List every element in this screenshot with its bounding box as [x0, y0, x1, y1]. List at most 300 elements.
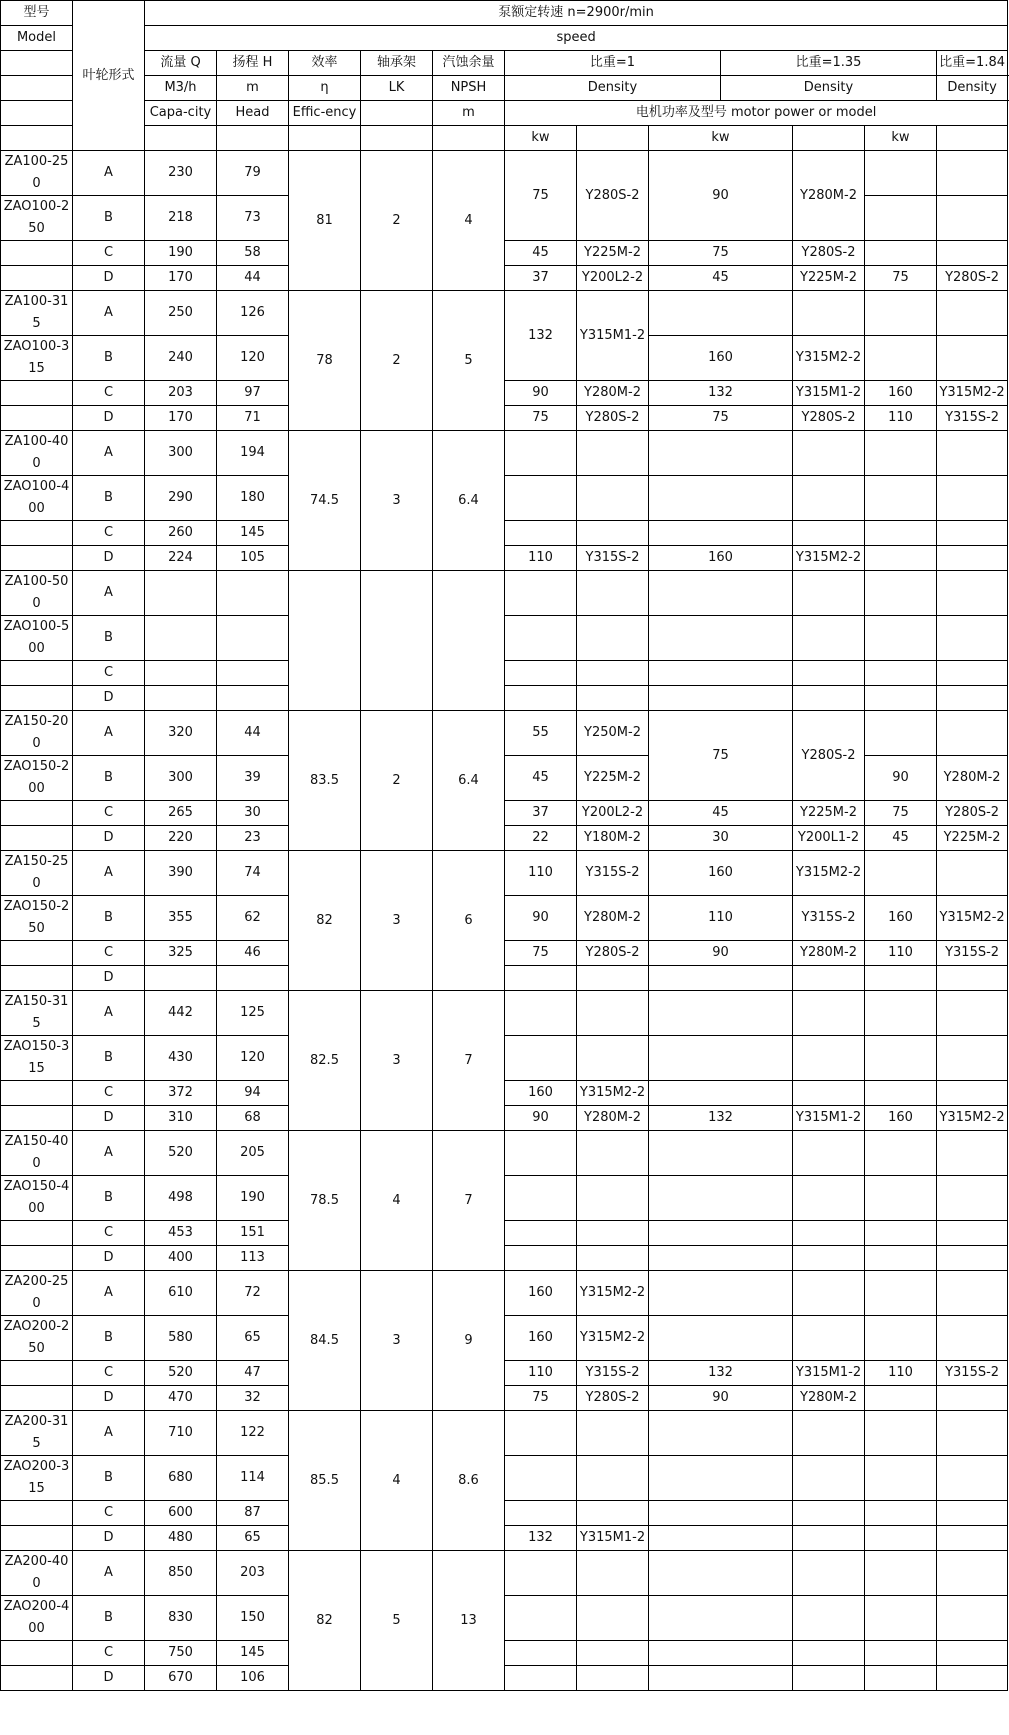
table-row: [1, 266, 1008, 291]
impeller-type: C: [73, 381, 145, 406]
header-efficiency-en: Effic-ency: [289, 101, 361, 126]
motor-kw: [505, 1456, 577, 1501]
efficiency-value: 83.5: [289, 711, 361, 851]
motor-model: Y280M-2: [937, 756, 1008, 801]
npsh-value: 6.4: [433, 711, 505, 851]
model-cell-empty: [1, 1501, 73, 1526]
table-row: [1, 546, 1008, 571]
motor-model: [577, 431, 649, 476]
motor-kw: 90: [865, 756, 937, 801]
motor-kw: 132: [505, 291, 577, 381]
motor-kw: 90: [649, 151, 793, 241]
motor-kw: [649, 1131, 793, 1176]
table-row: [1, 991, 1008, 1036]
model-cell-empty: [1, 1081, 73, 1106]
motor-model: [793, 1081, 865, 1106]
flow-value: 498: [145, 1176, 217, 1221]
motor-kw: [505, 1596, 577, 1641]
impeller-type: B: [73, 616, 145, 661]
motor-model: [793, 1526, 865, 1551]
table-row: [1, 1361, 1008, 1386]
motor-kw: [505, 1411, 577, 1456]
motor-kw: 37: [505, 801, 577, 826]
impeller-type: D: [73, 546, 145, 571]
model-name: ZA150-400: [1, 1131, 73, 1176]
impeller-type: D: [73, 966, 145, 991]
flow-value: 230: [145, 151, 217, 196]
table-row: [1, 1526, 1008, 1551]
head-value: [217, 616, 289, 661]
efficiency-value: 82: [289, 1551, 361, 1691]
flow-value: 190: [145, 241, 217, 266]
motor-model: [793, 991, 865, 1036]
motor-model: [793, 521, 865, 546]
impeller-type: D: [73, 1106, 145, 1131]
head-value: 105: [217, 546, 289, 571]
model-name-alt: ZAO100-500: [1, 616, 73, 661]
motor-kw: [649, 1596, 793, 1641]
motor-kw: [649, 431, 793, 476]
flow-value: 260: [145, 521, 217, 546]
motor-kw: [649, 1221, 793, 1246]
impeller-type: D: [73, 686, 145, 711]
motor-model: [793, 476, 865, 521]
motor-model: [793, 1221, 865, 1246]
impeller-type: B: [73, 756, 145, 801]
efficiency-value: 82.5: [289, 991, 361, 1131]
table-row: [1, 1316, 1008, 1361]
head-value: 120: [217, 1036, 289, 1081]
head-value: 87: [217, 1501, 289, 1526]
motor-kw: [865, 431, 937, 476]
head-value: 73: [217, 196, 289, 241]
motor-model: Y225M-2: [577, 241, 649, 266]
head-value: 151: [217, 1221, 289, 1246]
motor-model: [937, 1131, 1008, 1176]
model-cell-empty: [1, 966, 73, 991]
motor-model: Y280S-2: [577, 1386, 649, 1411]
motor-model: [937, 196, 1008, 241]
model-cell-empty: [1, 546, 73, 571]
table-row: [1, 476, 1008, 521]
table-row: [1, 431, 1008, 476]
flow-value: 830: [145, 1596, 217, 1641]
flow-value: 170: [145, 406, 217, 431]
motor-model: [577, 661, 649, 686]
motor-kw: 75: [505, 941, 577, 966]
impeller-type: B: [73, 336, 145, 381]
motor-model: [937, 1411, 1008, 1456]
motor-kw: 110: [505, 1361, 577, 1386]
header-sg-1: 比重=1: [505, 51, 721, 76]
motor-model: [937, 1526, 1008, 1551]
table-row: [1, 1106, 1008, 1131]
head-value: 39: [217, 756, 289, 801]
motor-model: Y315S-2: [577, 1361, 649, 1386]
motor-kw: [865, 1456, 937, 1501]
motor-model: Y315S-2: [937, 1361, 1008, 1386]
efficiency-value: 78: [289, 291, 361, 431]
table-row: [1, 1271, 1008, 1316]
impeller-type: D: [73, 1246, 145, 1271]
motor-model: [577, 991, 649, 1036]
motor-kw: [649, 1411, 793, 1456]
motor-model: Y280S-2: [793, 711, 865, 801]
motor-model: [577, 616, 649, 661]
head-value: 114: [217, 1456, 289, 1501]
motor-model: Y280M-2: [793, 941, 865, 966]
flow-value: 442: [145, 991, 217, 1036]
motor-model: Y280M-2: [577, 896, 649, 941]
motor-model: [937, 151, 1008, 196]
motor-model: Y200L1-2: [793, 826, 865, 851]
motor-kw: [649, 616, 793, 661]
flow-value: [145, 616, 217, 661]
table-row: [1, 1036, 1008, 1081]
model-name: ZA150-315: [1, 991, 73, 1036]
motor-model: [937, 1036, 1008, 1081]
motor-model: [937, 1551, 1008, 1596]
head-value: [217, 686, 289, 711]
motor-model: [793, 616, 865, 661]
motor-model: [937, 1666, 1008, 1691]
efficiency-value: [289, 571, 361, 711]
impeller-type: D: [73, 826, 145, 851]
motor-kw: [865, 1316, 937, 1361]
impeller-type: A: [73, 711, 145, 756]
motor-kw: [865, 1551, 937, 1596]
motor-model: Y315S-2: [577, 546, 649, 571]
motor-kw: [649, 1456, 793, 1501]
model-cell-empty: [1, 521, 73, 546]
bearing-value: [361, 571, 433, 711]
model-name: ZA200-400: [1, 1551, 73, 1596]
motor-model: Y315M2-2: [937, 1106, 1008, 1131]
motor-model: [937, 851, 1008, 896]
header-npsh-en: NPSH: [433, 76, 505, 101]
header-head: 扬程 H: [217, 51, 289, 76]
impeller-type: B: [73, 1316, 145, 1361]
head-value: 71: [217, 406, 289, 431]
motor-model: Y280M-2: [793, 1386, 865, 1411]
motor-kw: 75: [649, 241, 793, 266]
impeller-type: B: [73, 196, 145, 241]
motor-kw: [865, 686, 937, 711]
flow-value: 290: [145, 476, 217, 521]
motor-kw: [505, 1221, 577, 1246]
motor-kw: [865, 711, 937, 756]
table-row: [1, 1411, 1008, 1456]
impeller-type: B: [73, 1456, 145, 1501]
motor-kw: [865, 1246, 937, 1271]
npsh-value: 8.6: [433, 1411, 505, 1551]
motor-model: [937, 476, 1008, 521]
motor-kw: [505, 521, 577, 546]
motor-model: [577, 1641, 649, 1666]
motor-kw: 45: [505, 241, 577, 266]
motor-model: Y280S-2: [577, 406, 649, 431]
motor-model: [793, 291, 865, 336]
head-value: 97: [217, 381, 289, 406]
impeller-type: B: [73, 1596, 145, 1641]
motor-model: Y315M2-2: [577, 1271, 649, 1316]
motor-model: Y280M-2: [793, 151, 865, 241]
motor-model: [793, 1176, 865, 1221]
motor-kw: [505, 661, 577, 686]
motor-kw: 75: [505, 406, 577, 431]
motor-kw: [505, 1666, 577, 1691]
motor-kw: 75: [865, 801, 937, 826]
motor-kw: [865, 571, 937, 616]
motor-kw: [505, 431, 577, 476]
model-cell-empty: [1, 381, 73, 406]
motor-model: Y315S-2: [937, 941, 1008, 966]
motor-model: Y315M2-2: [937, 381, 1008, 406]
head-value: 68: [217, 1106, 289, 1131]
motor-model: Y180M-2: [577, 826, 649, 851]
motor-model: [937, 1501, 1008, 1526]
header-density: Density: [721, 76, 937, 101]
motor-kw: 75: [649, 711, 793, 801]
motor-model: Y200L2-2: [577, 801, 649, 826]
motor-kw: [505, 1246, 577, 1271]
header-bearing-en: LK: [361, 76, 433, 101]
motor-kw: [865, 1386, 937, 1411]
bearing-value: 2: [361, 711, 433, 851]
model-cell-empty: [1, 1386, 73, 1411]
motor-kw: [865, 661, 937, 686]
motor-kw: [649, 1081, 793, 1106]
motor-kw: [865, 476, 937, 521]
impeller-type: A: [73, 1551, 145, 1596]
motor-kw: 160: [865, 1106, 937, 1131]
flow-value: 300: [145, 756, 217, 801]
bearing-value: 3: [361, 1271, 433, 1411]
motor-kw: 45: [649, 801, 793, 826]
table-row: [1, 151, 1008, 196]
motor-kw: [505, 686, 577, 711]
motor-kw: 132: [505, 1526, 577, 1551]
motor-model: [577, 1666, 649, 1691]
motor-model: [937, 571, 1008, 616]
motor-model: Y315M2-2: [793, 336, 865, 381]
head-value: 65: [217, 1526, 289, 1551]
motor-kw: [505, 1176, 577, 1221]
flow-value: 453: [145, 1221, 217, 1246]
impeller-type: C: [73, 1221, 145, 1246]
motor-model: [793, 571, 865, 616]
motor-kw: [649, 966, 793, 991]
motor-kw: [505, 1641, 577, 1666]
head-value: 106: [217, 1666, 289, 1691]
motor-kw: 75: [865, 266, 937, 291]
motor-kw: 160: [865, 381, 937, 406]
impeller-type: B: [73, 1176, 145, 1221]
motor-model: [937, 1456, 1008, 1501]
motor-kw: 110: [865, 406, 937, 431]
motor-model: [793, 1641, 865, 1666]
motor-model: [937, 1316, 1008, 1361]
model-name: ZA100-400: [1, 431, 73, 476]
motor-model: [577, 686, 649, 711]
motor-kw: 132: [649, 1106, 793, 1131]
flow-value: 203: [145, 381, 217, 406]
table-row: [1, 1131, 1008, 1176]
header-speed-en: speed: [145, 26, 1008, 51]
motor-kw: [649, 1246, 793, 1271]
impeller-type: C: [73, 1641, 145, 1666]
head-value: 30: [217, 801, 289, 826]
motor-kw: 160: [649, 546, 793, 571]
header-row-3: [1, 51, 1008, 76]
impeller-type: D: [73, 266, 145, 291]
flow-value: 170: [145, 266, 217, 291]
table-row: [1, 1176, 1008, 1221]
motor-kw: [865, 1036, 937, 1081]
head-value: 145: [217, 1641, 289, 1666]
motor-kw: [505, 991, 577, 1036]
motor-model: Y225M-2: [577, 756, 649, 801]
impeller-type: A: [73, 991, 145, 1036]
header-sg-1-35: 比重=1.35: [721, 51, 937, 76]
head-value: 126: [217, 291, 289, 336]
motor-kw: [865, 1176, 937, 1221]
flow-value: 390: [145, 851, 217, 896]
motor-model: [937, 711, 1008, 756]
impeller-type: C: [73, 941, 145, 966]
motor-kw: [865, 546, 937, 571]
impeller-type: A: [73, 851, 145, 896]
table-row: [1, 966, 1008, 991]
table-row: [1, 826, 1008, 851]
table-row: [1, 1551, 1008, 1596]
motor-kw: 30: [649, 826, 793, 851]
motor-kw: [649, 1501, 793, 1526]
model-cell-empty: [1, 661, 73, 686]
flow-value: 710: [145, 1411, 217, 1456]
motor-model: [937, 1221, 1008, 1246]
header-density: Density: [505, 76, 721, 101]
motor-kw: [505, 616, 577, 661]
impeller-type: C: [73, 1081, 145, 1106]
motor-kw: [865, 1596, 937, 1641]
motor-kw: [505, 1501, 577, 1526]
impeller-type: A: [73, 431, 145, 476]
motor-kw: [649, 686, 793, 711]
head-value: 65: [217, 1316, 289, 1361]
head-value: [217, 966, 289, 991]
motor-kw: [649, 521, 793, 546]
motor-kw: [649, 991, 793, 1036]
motor-model: [577, 1411, 649, 1456]
bearing-value: 3: [361, 991, 433, 1131]
motor-model: [937, 616, 1008, 661]
header-efficiency: 效率: [289, 51, 361, 76]
motor-kw: 132: [649, 1361, 793, 1386]
impeller-type: C: [73, 1361, 145, 1386]
motor-model: [577, 1596, 649, 1641]
model-cell-empty: [1, 1106, 73, 1131]
head-value: 44: [217, 266, 289, 291]
flow-value: 470: [145, 1386, 217, 1411]
motor-model: Y280S-2: [937, 266, 1008, 291]
model-name: ZA100-500: [1, 571, 73, 616]
motor-model: [577, 966, 649, 991]
motor-model: [793, 1246, 865, 1271]
table-row: [1, 1081, 1008, 1106]
header-capacity: Capa-city: [145, 101, 217, 126]
header-flow-unit: M3/h: [145, 76, 217, 101]
flow-value: 480: [145, 1526, 217, 1551]
model-name-alt: ZAO200-250: [1, 1316, 73, 1361]
head-value: 120: [217, 336, 289, 381]
motor-kw: [649, 661, 793, 686]
motor-kw: [649, 1666, 793, 1691]
header-motor: 电机功率及型号 motor power or model: [505, 101, 1008, 126]
impeller-type: A: [73, 291, 145, 336]
model-cell-empty: [1, 826, 73, 851]
impeller-type: A: [73, 571, 145, 616]
model-name: ZA150-200: [1, 711, 73, 756]
model-name-alt: ZAO150-250: [1, 896, 73, 941]
head-value: 44: [217, 711, 289, 756]
motor-kw: [865, 616, 937, 661]
motor-model: Y315M1-2: [577, 1526, 649, 1551]
motor-kw: [649, 1641, 793, 1666]
motor-model: [577, 1246, 649, 1271]
head-value: 205: [217, 1131, 289, 1176]
motor-model: Y280M-2: [577, 1106, 649, 1131]
model-cell-empty: [1, 1246, 73, 1271]
motor-model: [577, 1456, 649, 1501]
motor-kw: [649, 1271, 793, 1316]
motor-kw: [649, 1316, 793, 1361]
motor-kw: [505, 1551, 577, 1596]
table-row: [1, 406, 1008, 431]
motor-kw: [505, 1036, 577, 1081]
motor-model: [577, 571, 649, 616]
model-cell-empty: [1, 941, 73, 966]
motor-kw: [649, 291, 793, 336]
header-density: Density: [937, 76, 1008, 101]
motor-kw: [865, 1641, 937, 1666]
table-row: [1, 1501, 1008, 1526]
motor-model: Y280S-2: [577, 151, 649, 241]
efficiency-value: 81: [289, 151, 361, 291]
motor-kw: 90: [649, 941, 793, 966]
motor-model: [577, 1036, 649, 1081]
flow-value: [145, 571, 217, 616]
motor-model: [793, 1411, 865, 1456]
bearing-value: 4: [361, 1411, 433, 1551]
table-row: [1, 1666, 1008, 1691]
motor-model: Y315M2-2: [577, 1081, 649, 1106]
motor-kw: [865, 196, 937, 241]
model-cell-empty: [1, 801, 73, 826]
motor-kw: [649, 476, 793, 521]
flow-value: 240: [145, 336, 217, 381]
motor-model: [937, 1641, 1008, 1666]
impeller-type: C: [73, 241, 145, 266]
table-row: [1, 711, 1008, 756]
head-value: 58: [217, 241, 289, 266]
flow-value: 670: [145, 1666, 217, 1691]
flow-value: 680: [145, 1456, 217, 1501]
bearing-value: 3: [361, 851, 433, 991]
motor-kw: [649, 1176, 793, 1221]
header-model-cn: 型号: [1, 1, 73, 26]
motor-model: Y280S-2: [793, 241, 865, 266]
